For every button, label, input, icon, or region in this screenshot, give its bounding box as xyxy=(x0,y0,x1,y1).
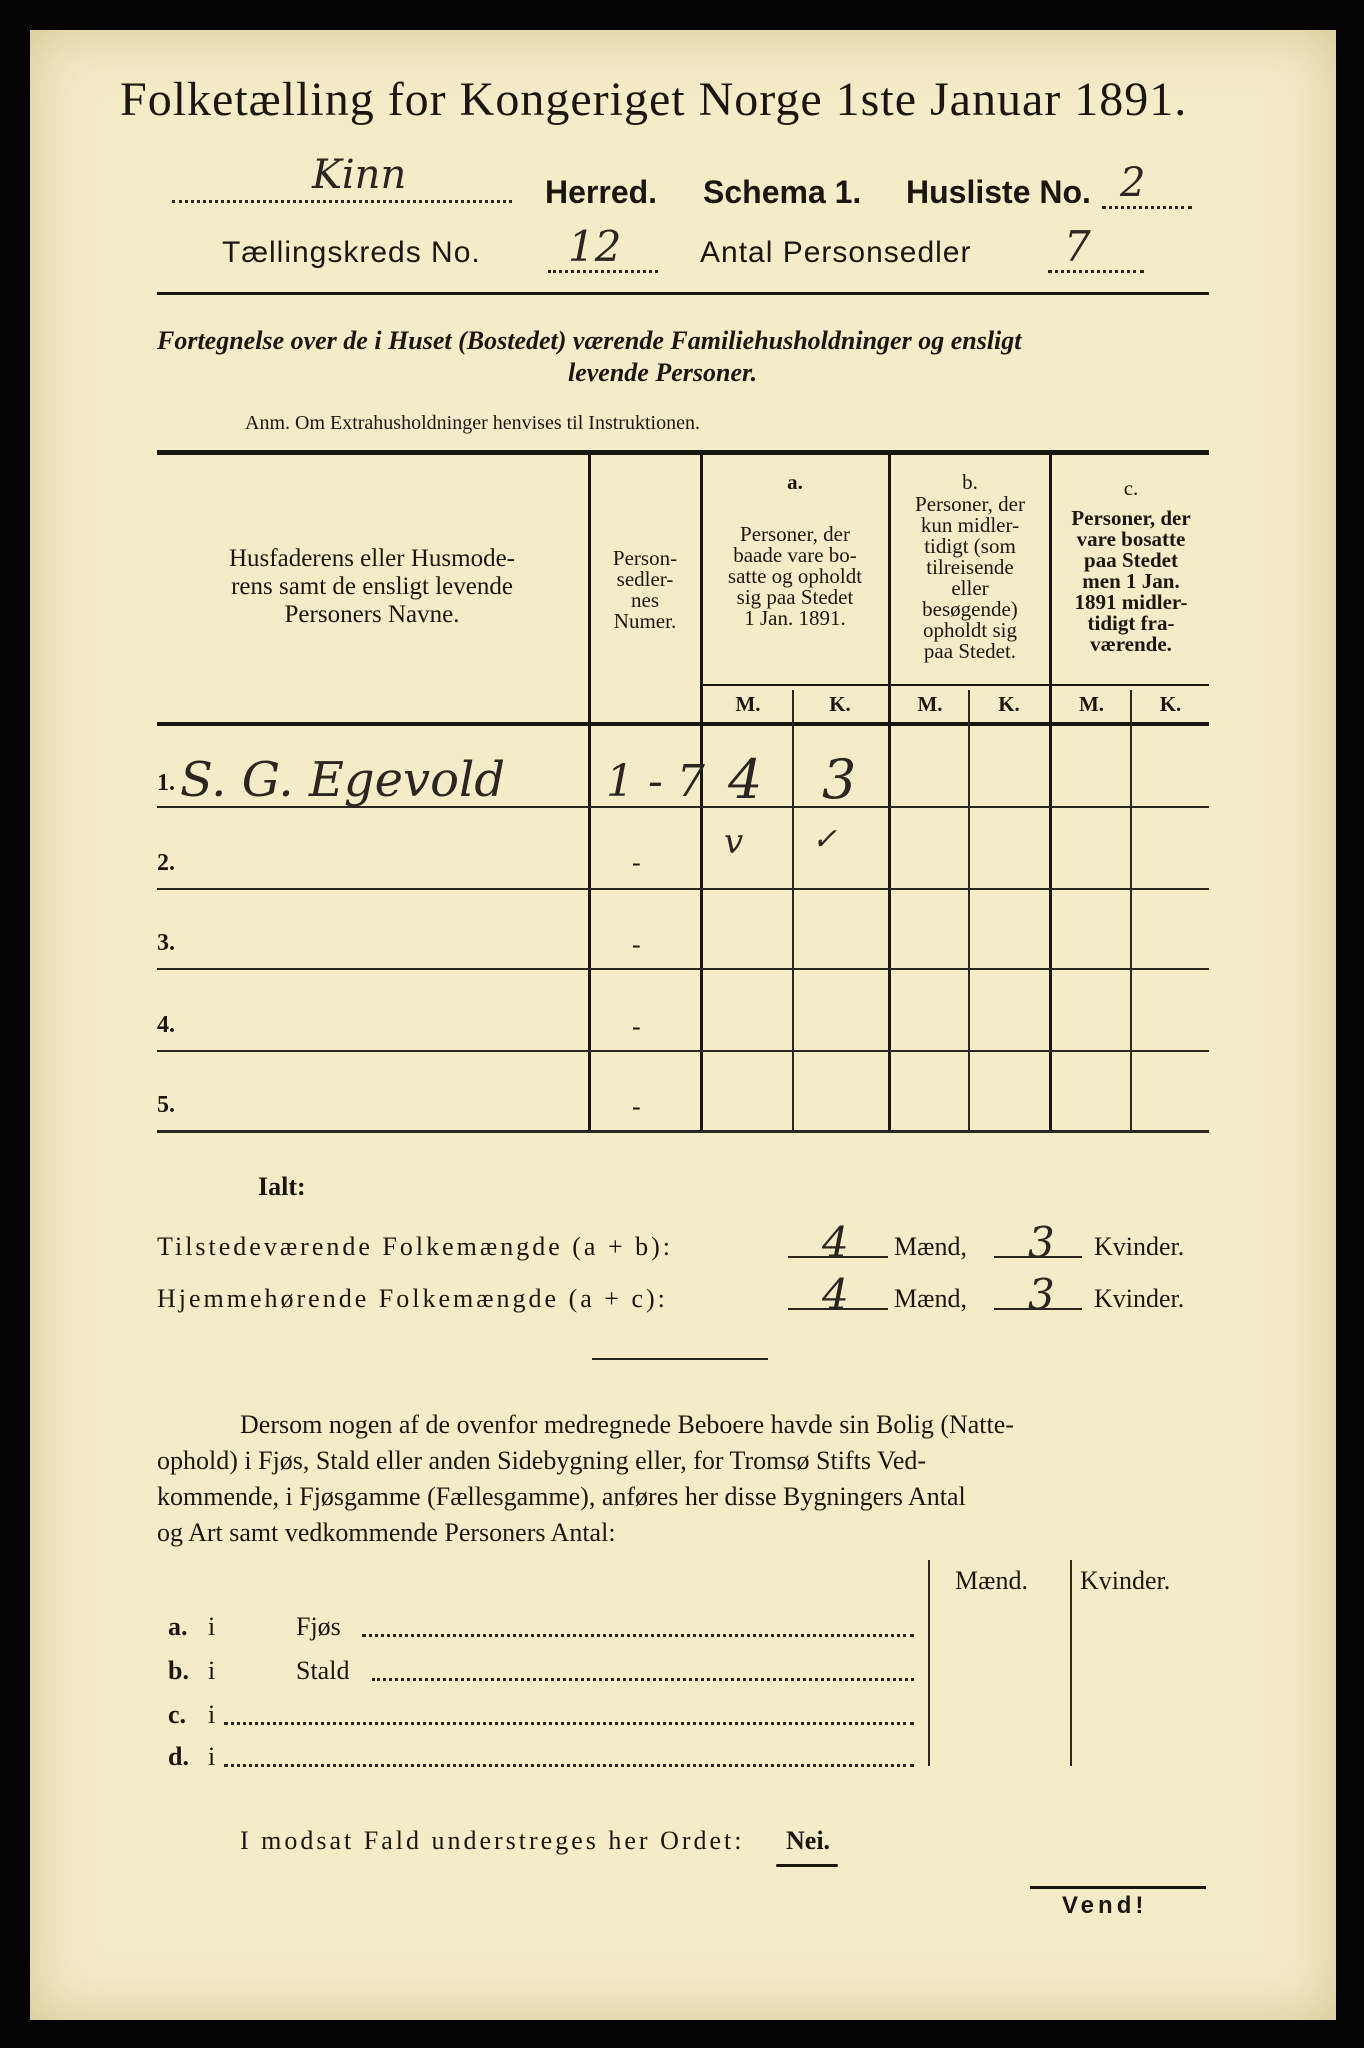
husliste-label: Husliste No. xyxy=(906,174,1091,210)
nei-underline xyxy=(776,1864,838,1867)
a-k-header: K. xyxy=(829,692,851,716)
col-c-letter: c. xyxy=(1123,476,1139,500)
col-header-c-l1: Personer, der xyxy=(1071,506,1191,530)
herred-value: Kinn xyxy=(312,152,407,198)
col-divider-a xyxy=(888,455,891,1130)
row-3-sedler: - xyxy=(632,930,641,959)
col-divider-b xyxy=(1049,455,1052,1130)
col-header-names-l3: Personers Navne. xyxy=(284,601,460,628)
col-divider-name xyxy=(588,455,591,1130)
row-2-sedler: - xyxy=(632,848,641,877)
b-m-header: M. xyxy=(917,692,943,716)
col-header-b-l4: tilreisende xyxy=(926,555,1014,579)
tilstede-m-value: 4 xyxy=(822,1218,849,1267)
row-rule-2 xyxy=(157,888,1209,890)
husliste-dotted-line xyxy=(1102,184,1192,209)
item-b-text: Stald xyxy=(296,1656,350,1685)
item-c-letter: c. xyxy=(168,1700,187,1729)
row-4-number: 4. xyxy=(157,1012,175,1038)
row-2-number: 2. xyxy=(157,850,175,876)
col-header-a xyxy=(704,524,886,629)
para-line4: og Art samt vedkommende Personers Antal: xyxy=(157,1518,616,1547)
hjemme-kvinder: Kvinder. xyxy=(1094,1284,1185,1313)
antal-dotted-line xyxy=(1048,250,1144,273)
col-header-c-l6: tidigt fra- xyxy=(1087,611,1175,635)
col-header-a-l5: 1 Jan. 1891. xyxy=(744,606,846,630)
col-divider-b-mk xyxy=(968,690,970,1130)
intro-line2: levende Personer. xyxy=(568,358,758,387)
antal-value: 7 xyxy=(1064,222,1091,271)
row-2-a-m-tick: v xyxy=(724,822,744,862)
row-rule-5 xyxy=(157,1130,1209,1133)
col-header-b-l1: Personer, der xyxy=(915,492,1025,516)
col-header-b-l3: tidigt (som xyxy=(924,534,1016,558)
col-header-a-l3: satte og opholdt xyxy=(727,564,863,588)
row-1-number: 1. xyxy=(157,770,175,796)
col-header-names xyxy=(162,545,582,629)
header-rule xyxy=(157,292,1209,295)
col-header-c-l4: men 1 Jan. xyxy=(1082,569,1180,593)
ialt-label: Ialt: xyxy=(258,1172,306,1201)
c-m-header: M. xyxy=(1078,692,1105,716)
c-k-header: K. xyxy=(1159,692,1182,716)
item-d-dots xyxy=(224,1754,914,1767)
hjemme-label: Hjemmehørende Folkemængde (a + c): xyxy=(157,1284,668,1313)
row-4-sedler: - xyxy=(632,1012,641,1041)
item-a-dots xyxy=(362,1624,914,1637)
vend-rule xyxy=(1030,1886,1206,1889)
row-5-sedler: - xyxy=(632,1092,641,1121)
item-d-i: i xyxy=(208,1742,216,1771)
kreds-dotted-line xyxy=(548,250,658,273)
form-title: Folketælling for Kongeriget Norge 1ste Januar 1891. xyxy=(120,73,1188,126)
col-header-names-l2: rens samt de ensligt levende xyxy=(231,573,513,600)
col-a-letter: a. xyxy=(787,470,803,494)
col-header-b-l2: kun midler- xyxy=(920,513,1020,537)
schema-label: Schema 1. xyxy=(703,174,862,210)
para-line3: kommende, i Fjøsgamme (Fællesgamme), anføres her disse Bygningers Antal xyxy=(157,1482,966,1511)
row-rule-3 xyxy=(157,968,1209,970)
col-header-sedler-l2: sedler- xyxy=(616,567,674,591)
tilstede-maend: Mænd, xyxy=(894,1232,967,1261)
kreds-value: 12 xyxy=(568,222,622,271)
anm-note: Anm. Om Extrahusholdninger henvises til Instruktionen. xyxy=(245,412,700,434)
separator-rule xyxy=(592,1358,768,1360)
tilstede-k-value: 3 xyxy=(1028,1218,1055,1267)
col-header-b-l8: paa Stedet. xyxy=(923,639,1017,663)
row-1-name: S. G. Egevold xyxy=(180,752,506,808)
col-header-a-l1: Personer, der xyxy=(740,522,850,546)
row-rule-4 xyxy=(157,1050,1209,1052)
lower-col-divider-2 xyxy=(1070,1560,1072,1766)
item-a-i: i xyxy=(208,1612,216,1641)
nei-line: I modsat Fald understreges her Ordet: xyxy=(240,1826,745,1855)
lower-col-kvinder: Kvinder. xyxy=(1080,1566,1171,1595)
antal-label: Antal Personsedler xyxy=(700,236,972,269)
intro-line1: Fortegnelse over de i Huset (Bostedet) værende Familiehusholdninger og ensligt xyxy=(157,326,1022,355)
col-divider-a-mk xyxy=(792,690,794,1130)
lower-col-maend: Mænd. xyxy=(955,1566,1028,1595)
item-a-letter: a. xyxy=(168,1612,188,1641)
col-header-sedler-l4: Numer. xyxy=(613,609,677,633)
para-line1: Dersom nogen af de ovenfor medregnede Beboere havde sin Bolig (Natte- xyxy=(240,1410,1014,1439)
col-header-b-l7: opholdt sig xyxy=(923,618,1017,642)
col-header-sedler-l3: nes xyxy=(631,588,659,612)
herred-label: Herred. xyxy=(545,174,658,210)
nei-word: Nei. xyxy=(786,1826,831,1855)
col-header-c-l5: 1891 midler- xyxy=(1074,590,1188,614)
hjemme-m-value: 4 xyxy=(822,1270,849,1319)
col-header-a-l4: sig paa Stedet xyxy=(736,585,854,609)
hjemme-k-value: 3 xyxy=(1028,1270,1055,1319)
row-1-a-k: 3 xyxy=(822,748,857,811)
row-1-sedler: 1 - 7 xyxy=(606,756,705,807)
row-5-number: 5. xyxy=(157,1092,175,1118)
lower-col-divider-1 xyxy=(928,1560,930,1766)
item-d-letter: d. xyxy=(168,1742,189,1771)
col-header-c xyxy=(1053,508,1209,655)
col-header-c-l3: paa Stedet xyxy=(1084,548,1178,572)
kreds-label: Tællingskreds No. xyxy=(222,236,481,269)
b-k-header: K. xyxy=(998,692,1020,716)
col-header-names-l1: Husfaderens eller Husmode- xyxy=(228,545,515,572)
vend-label: Vend! xyxy=(1062,1892,1148,1919)
col-header-c-l7: værende. xyxy=(1090,632,1172,656)
col-header-a-l2: baade vare bo- xyxy=(733,543,857,567)
item-b-dots xyxy=(372,1668,914,1681)
a-m-header: M. xyxy=(735,692,761,716)
col-header-b-l5: eller xyxy=(951,576,989,600)
item-b-letter: b. xyxy=(168,1656,189,1685)
item-c-dots xyxy=(224,1712,914,1725)
col-b-letter: b. xyxy=(962,470,978,494)
row-3-number: 3. xyxy=(157,930,175,956)
mk-subheader-rule xyxy=(702,684,1209,686)
col-header-b-l6: besøgende) xyxy=(922,597,1018,621)
col-divider-c-mk xyxy=(1130,690,1132,1130)
item-c-i: i xyxy=(208,1700,216,1729)
col-header-c-l2: vare bosatte xyxy=(1076,527,1186,551)
tilstede-label: Tilstedeværende Folkemængde (a + b): xyxy=(157,1232,673,1261)
item-a-text: Fjøs xyxy=(296,1612,341,1641)
tilstede-kvinder: Kvinder. xyxy=(1094,1232,1185,1261)
row-2-a-k-tick: ✓ xyxy=(812,822,838,857)
item-b-i: i xyxy=(208,1656,216,1685)
hjemme-maend: Mænd, xyxy=(894,1284,967,1313)
para-line2: ophold) i Fjøs, Stald eller anden Sidebygning eller, for Tromsø Stifts Ved- xyxy=(157,1446,927,1475)
col-header-sedler xyxy=(592,548,698,632)
husliste-value: 2 xyxy=(1120,160,1146,206)
row-1-a-m: 4 xyxy=(728,748,763,811)
col-header-b xyxy=(892,494,1048,662)
col-header-sedler-l1: Person- xyxy=(612,546,678,570)
